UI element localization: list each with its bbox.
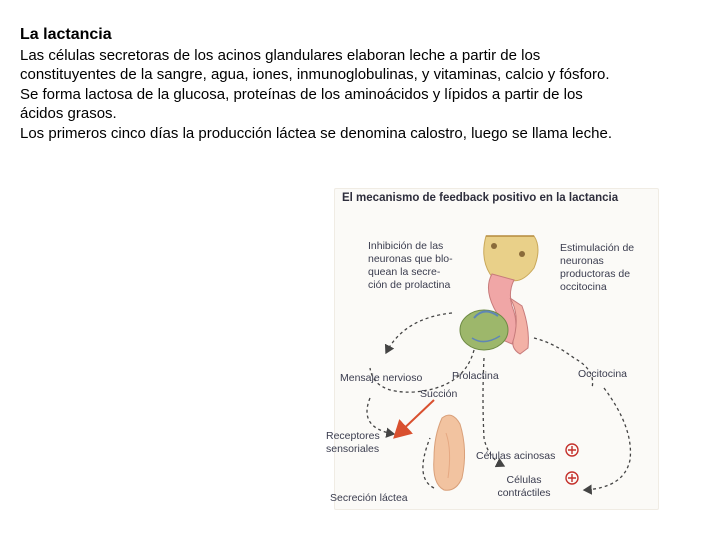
suction-arrow	[396, 400, 434, 436]
figure-title: El mecanismo de feedback positivo en la lactancia	[342, 192, 619, 204]
label-nerve-message: Mensaje nervioso	[340, 372, 423, 384]
plus-contractile-icon	[566, 472, 578, 484]
plus-acinar-icon	[566, 444, 578, 456]
body-text	[20, 46, 620, 143]
nipple-illustration	[434, 415, 465, 490]
label-stimulation: Estimulación de neuronas productoras de occitocina	[560, 242, 635, 293]
label-acinar-cells: Células acinosas	[476, 450, 556, 462]
label-receptors: Receptores sensoriales	[326, 430, 380, 455]
page-title: La lactancia	[20, 26, 112, 43]
lactation-feedback-diagram	[326, 188, 659, 510]
pituitary-gland-illustration	[460, 236, 538, 354]
paragraph-colostrum: Los primeros cinco días la producción láctea se denomina calostro, luego se llama leche.	[20, 124, 612, 142]
label-milk-secretion: Secreción láctea	[330, 492, 408, 504]
label-oxytocin: Occitocina	[578, 368, 628, 380]
label-suction: Succión	[420, 388, 458, 400]
label-prolactin: Prolactina	[452, 370, 499, 382]
label-inhibition: Inhibición de las neuronas que blo- quean la secre- ción de prolactina	[368, 240, 453, 291]
paragraph-composition: Las células secretoras de los acinos glandulares elaboran leche a partir de los constituyentes de la sangre, agua, iones, inmunoglobulinas, y vitaminas, calcio y fósforo. Se forma lactosa de la glucosa, proteínas de los aminoácidos y lípidos a partir de los ácidos grasos.	[20, 47, 610, 123]
label-contractile-cells: Células contráctiles	[497, 474, 551, 499]
